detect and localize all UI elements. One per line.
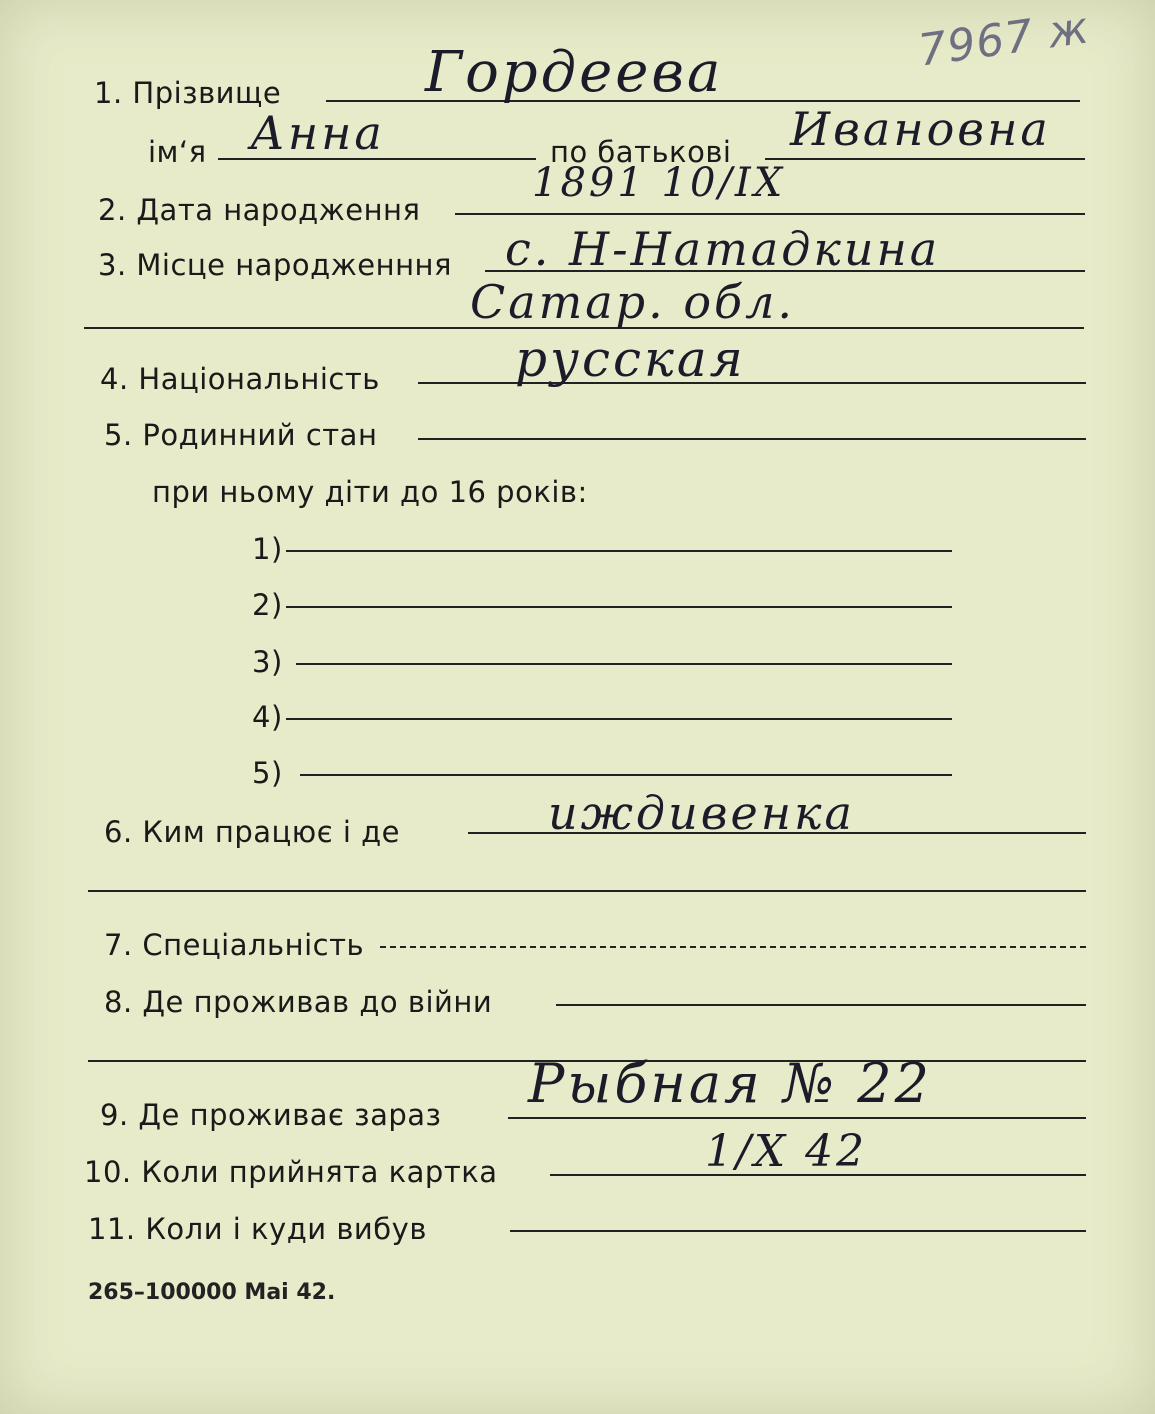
prewar-residence-line <box>556 1004 1086 1006</box>
patronymic-value: Ивановна <box>790 102 1051 156</box>
patronymic-line <box>765 158 1085 160</box>
patronymic-label: по батькові <box>550 135 732 169</box>
departure-line <box>510 1230 1086 1232</box>
child-1-label: 1) <box>252 532 283 566</box>
child-3-label: 3) <box>252 645 283 679</box>
birth-place-label: 3. Місце народженння <box>98 248 452 282</box>
child-4-label: 4) <box>252 700 283 734</box>
name-value: Анна <box>250 106 385 160</box>
nationality-label: 4. Національність <box>100 362 380 396</box>
child-4-line <box>286 718 952 720</box>
card-date-value: 1/X 42 <box>705 1126 868 1177</box>
work-line-2 <box>88 890 1086 892</box>
birth-date-label: 2. Дата народження <box>98 193 421 227</box>
child-2-line <box>286 606 952 608</box>
family-status-line <box>418 438 1086 440</box>
archive-number-stamp: 7967 ж <box>915 2 1093 77</box>
nationality-value: русская <box>515 330 746 388</box>
specialty-label: 7. Спеціальність <box>104 928 365 962</box>
work-label: 6. Ким працює і де <box>104 815 401 849</box>
current-residence-value: Рыбная № 22 <box>528 1052 932 1115</box>
surname-value: Гордеева <box>425 40 724 105</box>
print-code: 265–100000 Mai 42. <box>88 1280 336 1305</box>
specialty-line <box>380 946 1086 948</box>
current-residence-label: 9. Де проживає зараз <box>100 1098 442 1132</box>
child-5-line <box>300 774 952 776</box>
child-1-line <box>286 550 952 552</box>
children-label: при ньому діти до 16 років: <box>152 475 588 509</box>
current-residence-line <box>508 1117 1086 1119</box>
child-3-line <box>296 663 952 665</box>
birth-place-value-2: Сатар. обл. <box>470 275 796 329</box>
birth-date-value: 1891 10/IX <box>532 160 786 206</box>
child-5-label: 5) <box>252 756 283 790</box>
prewar-residence-label: 8. Де проживав до війни <box>104 985 493 1019</box>
departure-label: 11. Коли і куди вибув <box>88 1212 427 1246</box>
family-status-label: 5. Родинний стан <box>104 418 378 452</box>
birth-date-line <box>455 213 1085 215</box>
child-2-label: 2) <box>252 588 283 622</box>
card-date-label: 10. Коли прийнята картка <box>84 1155 498 1189</box>
work-value: иждивенка <box>548 786 855 840</box>
name-label: ім‘я <box>148 135 207 169</box>
surname-label: 1. Прізвище <box>94 76 282 110</box>
birth-place-value-1: с. Н-Натадкина <box>505 222 941 276</box>
